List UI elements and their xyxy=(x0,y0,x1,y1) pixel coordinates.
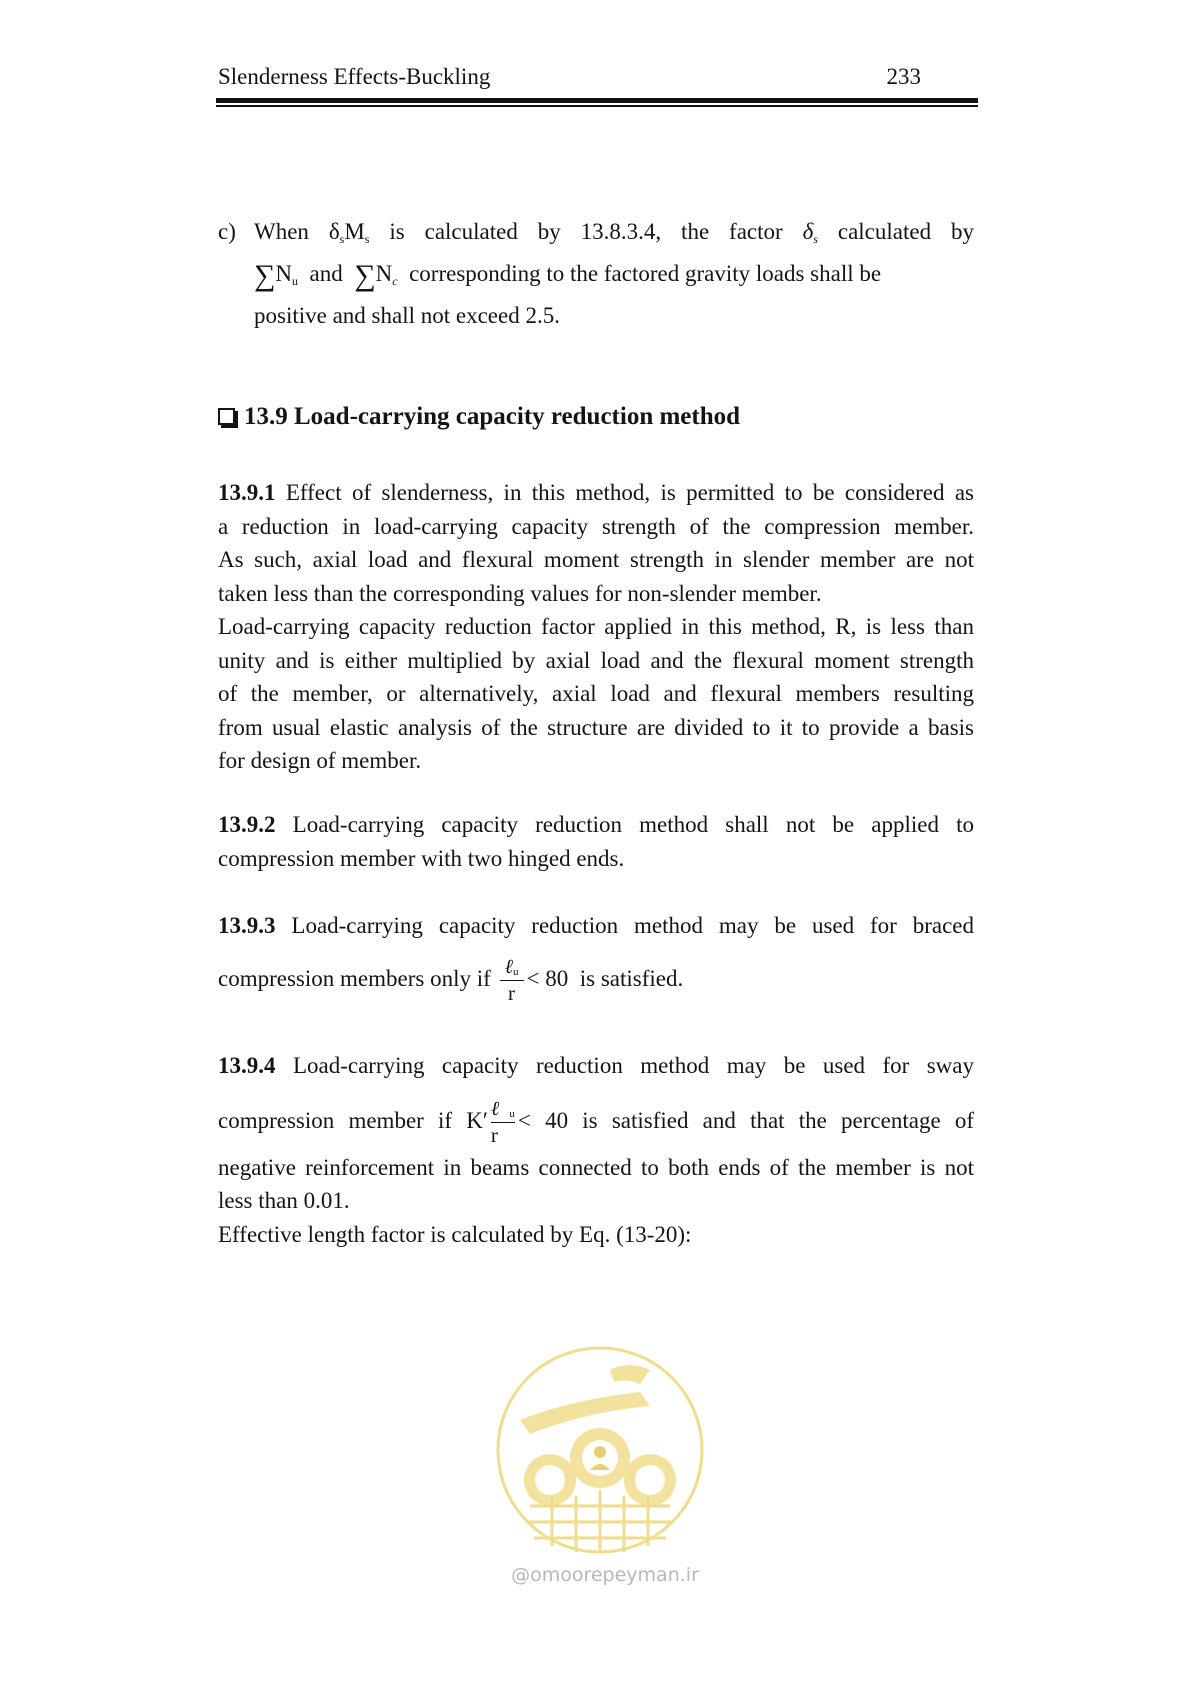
watermark-logo xyxy=(490,1340,710,1560)
paragraph-text: Load-carrying capacity reduction method may be used for sway xyxy=(292,1053,974,1078)
moment-symbol: M xyxy=(344,219,365,244)
logo-brush-stroke xyxy=(520,1392,650,1434)
paragraph-13-9-1 xyxy=(218,476,974,778)
item-c-line-1 xyxy=(218,212,974,252)
subscript-u: u xyxy=(292,274,299,288)
item-c-line-2 xyxy=(254,254,974,294)
paragraph-line: taken less than the corresponding values for non-slender member. xyxy=(218,580,822,606)
clause-number: 13.9.2 xyxy=(218,812,276,837)
fraction-numerator xyxy=(500,957,524,981)
section-heading xyxy=(218,401,740,433)
page-number: 233 xyxy=(886,64,921,89)
paragraph-line: less than 0.01. xyxy=(218,1188,350,1213)
item-c-label: c) xyxy=(218,219,236,244)
paragraph-text: Load-carrying capacity reduction method shall not be applied to xyxy=(292,812,974,837)
slenderness-fraction xyxy=(500,957,524,1004)
item-c-text-1 xyxy=(254,212,974,259)
header-rule-thin xyxy=(216,105,978,107)
paragraph-text: is satisfied and that the percentage of xyxy=(582,1107,975,1133)
word-when: When xyxy=(254,219,309,244)
checkbox-bullet-icon xyxy=(218,408,235,425)
subscript-u: u xyxy=(509,1107,515,1120)
logo-brush-stroke xyxy=(610,1365,650,1384)
subscript-s: s xyxy=(813,232,818,246)
delta-symbol: δ xyxy=(802,219,814,244)
paragraph-line: of the member, or alternatively, axial load and flexural members resulting xyxy=(218,681,974,706)
clause-number: 13.9.1 xyxy=(218,480,276,505)
fraction-numerator xyxy=(491,1099,515,1123)
paragraph-line: negative reinforcement in beams connected to both ends of the member is not xyxy=(218,1154,974,1180)
subscript-s: s xyxy=(364,232,370,246)
paragraph-line xyxy=(218,949,974,1009)
subscript-u: u xyxy=(512,965,519,978)
paragraph-line: Effective length factor is calculated by Eq. (13-20): xyxy=(218,1221,692,1247)
chapter-title: Slenderness Effects-Buckling xyxy=(218,64,491,89)
paragraph-text: compression member if xyxy=(218,1107,453,1133)
paragraph-line xyxy=(218,476,974,510)
subscript-s: s xyxy=(339,232,345,246)
paragraph-line: As such, axial load and flexural moment strength in slender member are not xyxy=(218,547,974,572)
item-c-line1-end: calculated by xyxy=(837,219,974,244)
paragraph-line xyxy=(218,1049,974,1083)
paragraph-13-9-4 xyxy=(218,1049,974,1251)
paragraph-text: compression members only if xyxy=(218,965,491,991)
paragraph-line xyxy=(218,909,974,943)
subscript-c: c xyxy=(392,274,398,288)
header-rule-thick xyxy=(216,98,978,103)
sigma-symbol: ∑ xyxy=(254,259,276,292)
item-c-line-3: positive and shall not exceed 2.5. xyxy=(254,303,560,328)
section-title: 13.9 Load-carrying capacity reduction method xyxy=(244,403,741,430)
gear-hole xyxy=(535,1465,565,1495)
sigma-symbol: ∑ xyxy=(354,259,376,292)
slenderness-fraction xyxy=(491,1099,515,1146)
paragraph-text: Effect of slenderness, in this method, is permitted to be considered as xyxy=(285,480,974,505)
paragraph-line: from usual elastic analysis of the structure are divided to it to provide a basis xyxy=(218,714,974,740)
paragraph-line: compression member with two hinged ends. xyxy=(218,845,625,871)
paragraph-line: Load-carrying capacity reduction factor applied in this method, R, is less than xyxy=(218,614,974,639)
n-symbol: N xyxy=(275,261,293,286)
delta-s-italic xyxy=(803,219,818,244)
inequality: < 40 xyxy=(517,1107,569,1133)
paragraph-text: is satisfied. xyxy=(579,965,684,991)
k-prime-symbol: K′ xyxy=(466,1107,488,1133)
clause-number: 13.9.3 xyxy=(218,913,276,938)
person-icon xyxy=(594,1446,606,1458)
item-c-line1-rest: is calculated by 13.8.3.4, the factor xyxy=(389,219,783,244)
paragraph-line: unity and is either multiplied by axial load and the flexural moment strength xyxy=(218,647,974,673)
word-and: and xyxy=(309,261,343,286)
paragraph-line: a reduction in load-carrying capacity strength of the compression member. xyxy=(218,513,974,539)
paragraph-line: for design of member. xyxy=(218,748,422,773)
paragraph-line xyxy=(218,1091,974,1151)
delta-symbol: δ xyxy=(328,219,340,244)
inequality: < 80 xyxy=(526,965,569,991)
clause-number: 13.9.4 xyxy=(218,1053,276,1078)
ell-symbol: ℓ xyxy=(504,955,513,978)
watermark-site: @omoorepeyman.ir xyxy=(511,1564,699,1586)
ell-symbol: ℓ xyxy=(490,1097,510,1120)
paragraph-line xyxy=(218,808,974,842)
item-c-line2-rest: corresponding to the factored gravity loads shall be xyxy=(409,261,882,286)
fraction-denominator: r xyxy=(508,980,516,1005)
paragraph-13-9-3 xyxy=(218,909,974,1009)
sway-condition xyxy=(466,1097,569,1147)
paragraph-13-9-2 xyxy=(218,808,974,875)
paragraph-text: Load-carrying capacity reduction method may be used for braced xyxy=(291,913,975,938)
delta-s-m-s xyxy=(329,219,370,244)
n-symbol: N xyxy=(375,261,393,286)
gear-hole xyxy=(635,1465,665,1495)
fraction-denominator: r xyxy=(490,1122,498,1147)
